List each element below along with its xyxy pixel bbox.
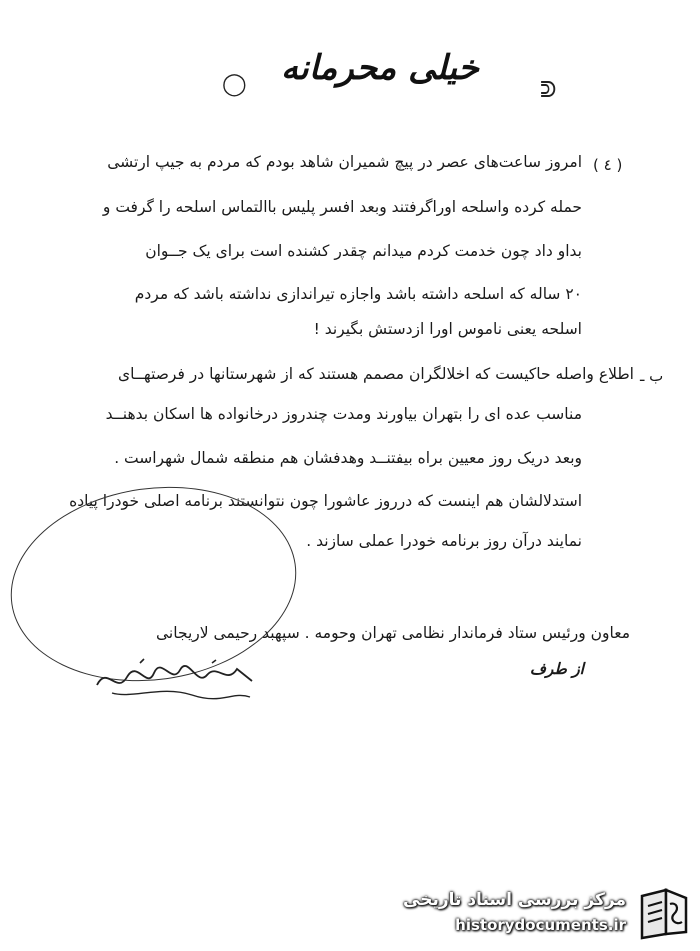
section-b-line: وبعد دریک روز معیین براه بیفتنــد وهدفشان هم منطقه شمال شهراست . <box>114 449 582 467</box>
section-b-line: استدلالشان هم اینست که درروز عاشورا چون نتوانستند برنامه اصلی خودرا پیاده <box>69 492 582 510</box>
signatory-line: معاون ورئیس ستاد فرماندار نظامی تهران وحومه . سپهبد رحیمی لاریجانی <box>155 624 630 642</box>
section-b-line: نمایند درآن روز برنامه خودرا عملی سازند . <box>306 532 582 550</box>
section-b-line: مناسب عده ای را بتهران بیاورند ومدت چندروز درخانواده ها اسکان بدهنــد <box>105 405 582 423</box>
corner-mark-right: ᕲ <box>540 78 557 103</box>
archive-watermark <box>403 884 694 944</box>
watermark-title: مرکز بررسی اسناد تاریخی <box>403 890 626 910</box>
item-line: بداو داد چون خدمت کردم میدانم چقدر کشنده است برای یک جــوان <box>145 242 582 260</box>
item-line: ۲۰ ساله که اسلحه داشته باشد واجازه تیراندازی نداشته باشد که مردم <box>134 285 582 303</box>
section-b-line: اطلاع واصله حاکیست که اخلالگران مصمم هستند که از شهرستانها در فرصتهــای <box>117 365 634 383</box>
section-b-label: ب ـ <box>640 367 664 385</box>
corner-mark-left: ◯ <box>222 72 247 97</box>
item-number: ( ٤ ) <box>593 156 623 174</box>
book-logo-icon <box>636 886 692 940</box>
item-line: حمله کرده واسلحه اوراگرفتند وبعد افسر پلیس باالتماس اسلحه را گرفت و <box>102 198 582 216</box>
classification-heading: خیلی محرمانه <box>281 48 479 88</box>
item-line: اسلحه یعنی ناموس اورا ازدستش بگیرند ! <box>313 320 582 338</box>
item-line: امروز ساعت‌های عصر در پیچ شمیران شاهد بودم که مردم به جیپ ارتشی <box>107 153 582 171</box>
handwritten-signature <box>92 655 262 705</box>
from-label: از طرف <box>529 660 584 678</box>
watermark-url: historydocuments.ir <box>455 916 626 934</box>
